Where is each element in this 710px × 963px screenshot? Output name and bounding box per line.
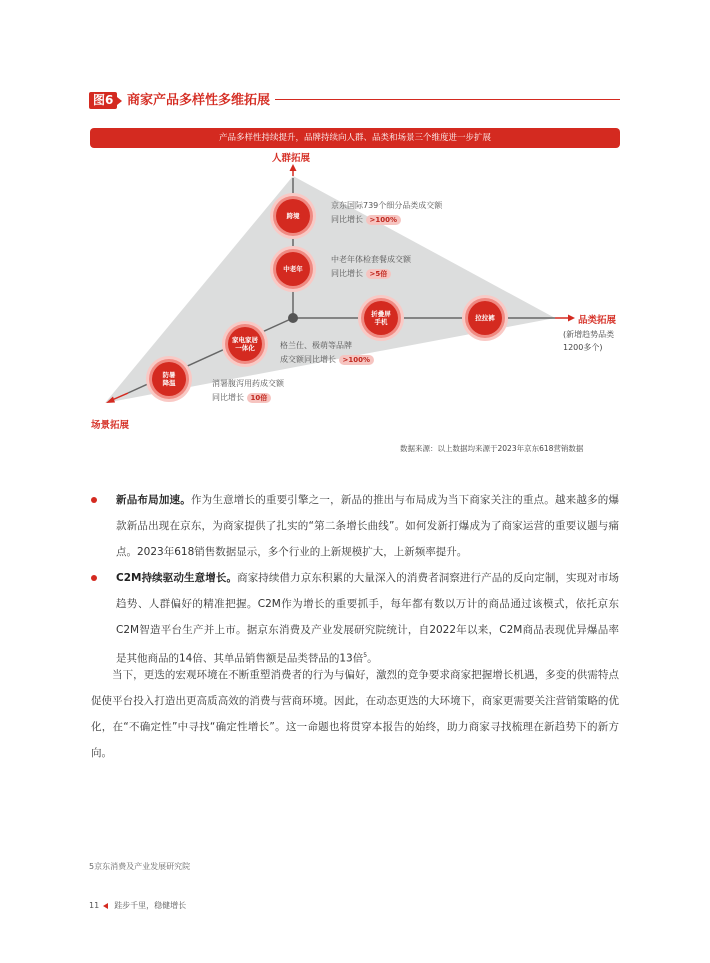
node-label: 中老年 (283, 265, 303, 273)
triangle-marker-icon (103, 903, 108, 909)
node-label: 跨境 (286, 212, 300, 220)
annotation-appliance: 格兰仕、极萌等品牌 成交额同比增长 >100% (280, 339, 374, 367)
category-note-line1: (新增趋势品类 (563, 330, 615, 339)
annotation-middle-aged: 中老年体检套餐成交额 同比增长 >5倍 (331, 255, 411, 278)
growth-badge: >100% (366, 215, 402, 225)
node-label: 折叠屏 手机 (371, 310, 391, 326)
figure-banner: 产品多样性持续提升，品牌持续向人群、品类和场景三个维度进一步扩展 (90, 128, 620, 148)
node-label: 家电家居 一体化 (232, 336, 258, 352)
growth-badge: >5倍 (366, 269, 392, 279)
growth-badge: 10倍 (247, 393, 272, 403)
category-note-line2: 1200多个) (563, 343, 603, 352)
axis-label-audience: 人群拓展 (272, 153, 311, 164)
node-pull-up-diapers (468, 301, 502, 335)
data-source: 数据来源：以上数据均来源于2023年京东618营销数据 (400, 444, 584, 453)
page-number: 11 (89, 901, 100, 910)
node-label: 拉拉裤 (475, 314, 495, 322)
node-foldable-phone (364, 301, 398, 335)
bullet-dot (91, 575, 97, 581)
page-footer (89, 900, 186, 911)
node-middle-aged (276, 252, 310, 286)
axis-label-scenario: 场景拓展 (91, 420, 130, 431)
growth-badge: >100% (339, 355, 375, 365)
node-appliance-home (228, 327, 262, 361)
footnote-ref: 5 (363, 652, 368, 659)
figure-number-badge: 图6 (89, 92, 117, 109)
node-label: 防暑 降温 (162, 371, 176, 387)
node-cross-border (276, 199, 310, 233)
footnote: 5京东消费及产业发展研究院 (89, 862, 191, 871)
top-arrow-icon (290, 164, 297, 171)
bullet-new-products: 新品布局加速。作为生意增长的重要引擎之一，新品的推出与布局成为当下商家关注的重点。越来越多的爆款新品出现在京东，为商家提供了扎实的“第二条增长曲线”。如何发新打爆成为了商家运营的重要议题与痛点。2023年618销售数据显示，多个行业的上新规模扩大，上新频率提升。 (116, 494, 620, 558)
expansion-diagram (0, 0, 710, 470)
report-title: 跬步千里，稳健增长 (114, 901, 187, 910)
figure-title: 商家产品多样性多维拓展 (127, 93, 271, 108)
origin-dot (288, 313, 298, 323)
annotation-cross-border: 京东国际739个细分品类成交额 同比增长 >100% (331, 201, 443, 224)
closing-paragraph: 当下，更迭的宏观环境在不断重塑消费者的行为与偏好，激烈的竞争要求商家把握增长机遇，多变的供需特点促使平台投入打造出更高质高效的消费与营商环境。因此，在动态更迭的大环境下，商家更需要关注营销策略的优化，在“不确定性”中寻找“确定性增长”。这一命题也将贯穿本报告的始终，助力商家寻找梳理在新趋势下的新方向。 (91, 669, 619, 759)
bullet-c2m: C2M持续驱动生意增长。商家持续借力京东积累的大量深入的消费者洞察进行产品的反向定制，实现对市场趋势、人群偏好的精准把握。C2M作为增长的重要抓手，每年都有数以万计的商品通过该模式，依托京东C2M智造平台生产并上市。据京东消费及产业发展研究院统计，自2022年以来，C2M商品表现优异爆品率是其他商品的14倍、其单品销售额是品类替品的13倍$^5$。 (116, 572, 619, 665)
right-arrow-icon (568, 315, 575, 322)
bullet-dot (91, 497, 97, 503)
annotation-summer: 消暑腹泻用药成交额 同比增长 10倍 (212, 379, 284, 402)
node-summer-cooling (152, 362, 186, 396)
axis-label-category: 品类拓展 (578, 315, 617, 326)
